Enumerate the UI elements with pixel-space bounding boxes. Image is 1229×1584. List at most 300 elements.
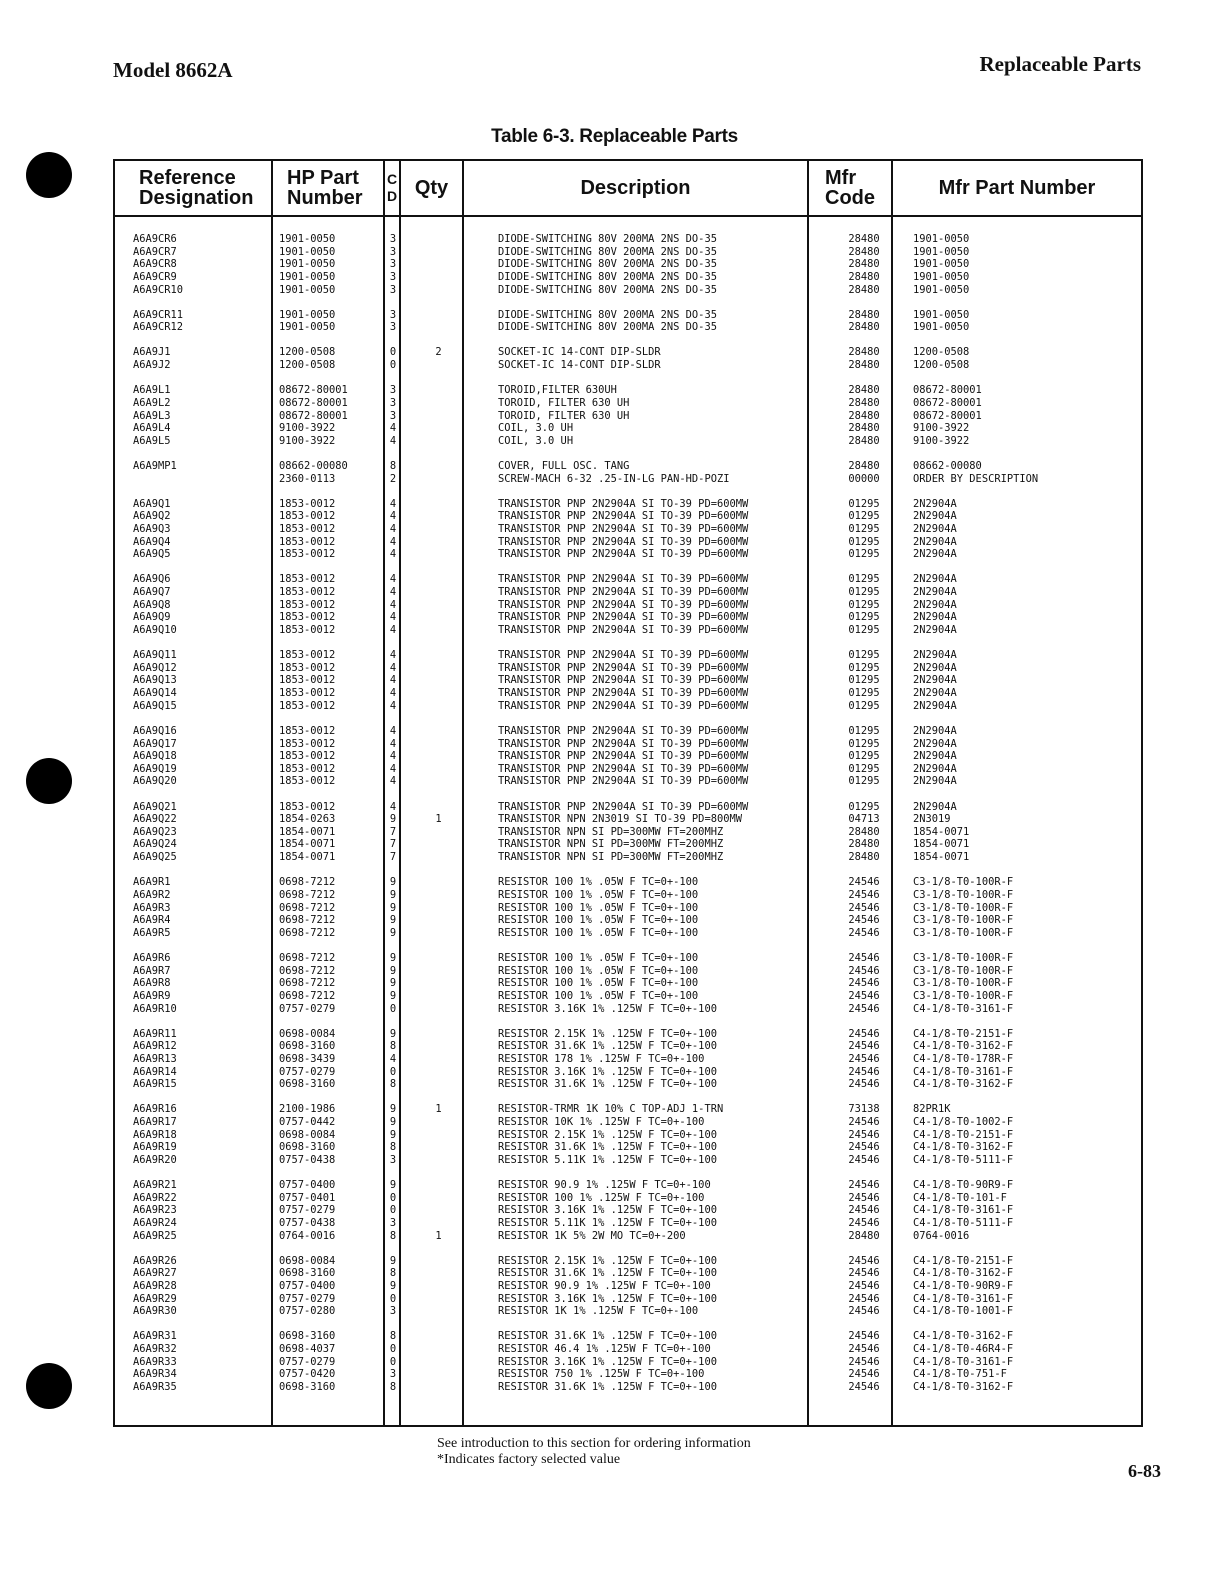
mfr-part-number: C4-1/8-T0-3162-F (913, 1078, 1014, 1091)
reference-designation: A6A9R2 (133, 888, 171, 901)
table-title: Table 6-3. Replaceable Parts (491, 126, 738, 147)
mfr-code: 01295 (848, 548, 880, 561)
mfr-code: 24546 (848, 1052, 880, 1065)
hp-part-number: 0698-7212 (279, 964, 336, 977)
mfr-code: 24546 (848, 1040, 880, 1053)
qty (399, 1305, 478, 1318)
qty (399, 1217, 478, 1230)
hp-part-number: 1854-0071 (279, 838, 336, 851)
page-number: 6-83 (1128, 1461, 1161, 1481)
table-row (115, 410, 1141, 423)
mfr-code: 24546 (848, 1065, 880, 1078)
qty (399, 284, 478, 297)
mfr-code: 24546 (848, 1292, 880, 1305)
col-header-mfr-part-number-label: Mfr Part Number (938, 177, 1096, 199)
cd: 0 (389, 1065, 397, 1078)
description: RESISTOR 100 1% .05W F TC=0+-100 (498, 876, 699, 889)
reference-designation: A6A9Q15 (133, 699, 177, 712)
description: RESISTOR 31.6K 1% .125W F TC=0+-100 (498, 1040, 717, 1053)
description: TRANSISTOR PNP 2N2904A SI TO-39 PD=600MW (498, 762, 749, 775)
qty (399, 1192, 478, 1205)
description: TRANSISTOR NPN 2N3019 SI TO-39 PD=800MW (498, 813, 742, 826)
description: TRANSISTOR PNP 2N2904A SI TO-39 PD=600MW (498, 724, 749, 737)
qty (399, 927, 478, 940)
qty (399, 1053, 478, 1066)
reference-designation: A6A9Q20 (133, 775, 177, 788)
description: TOROID,FILTER 630UH (498, 384, 617, 397)
description: TRANSISTOR PNP 2N2904A SI TO-39 PD=600MW (498, 535, 749, 548)
qty (399, 775, 478, 788)
reference-designation: A6A9R32 (133, 1343, 177, 1356)
table-row (115, 738, 1141, 751)
hp-part-number: 1853-0012 (279, 775, 336, 788)
mfr-code: 24546 (848, 1330, 880, 1343)
section-header: Replaceable Parts (979, 52, 1141, 76)
cd: 3 (389, 283, 397, 296)
reference-designation: A6A9CR8 (133, 258, 177, 271)
cd: 4 (389, 624, 397, 637)
hp-part-number: 1853-0012 (279, 510, 336, 523)
parts-group (115, 346, 1141, 371)
mfr-code: 24546 (848, 1002, 880, 1015)
mfr-part-number: C4-1/8-T0-2151-F (913, 1027, 1014, 1040)
cd: 9 (389, 1116, 397, 1129)
cd: 3 (389, 233, 397, 245)
col-header-hp-part (273, 161, 383, 217)
parts-group (115, 309, 1141, 334)
col-header-hp-part-line1: HP Part (287, 167, 359, 189)
hp-part-number: 1901-0050 (279, 321, 336, 334)
description: RESISTOR 100 1% .05W F TC=0+-100 (498, 914, 699, 927)
description: RESISTOR 90.9 1% .125W F TC=0+-100 (498, 1179, 711, 1192)
description: RESISTOR 100 1% .05W F TC=0+-100 (498, 888, 699, 901)
mfr-code: 24546 (848, 977, 880, 990)
description: RESISTOR 31.6K 1% .125W F TC=0+-100 (498, 1381, 717, 1394)
description: RESISTOR 31.6K 1% .125W F TC=0+-100 (498, 1078, 717, 1091)
description: RESISTOR 2.15K 1% .125W F TC=0+-100 (498, 1027, 717, 1040)
mfr-part-number: C4-1/8-T0-90R9-F (913, 1179, 1014, 1192)
reference-designation: A6A9R35 (133, 1381, 177, 1394)
hp-part-number: 0757-0279 (279, 1065, 336, 1078)
reference-designation: A6A9Q8 (133, 598, 171, 611)
qty (399, 952, 478, 965)
mfr-code: 24546 (848, 1027, 880, 1040)
qty (399, 851, 478, 864)
description: DIODE-SWITCHING 80V 200MA 2NS DO-35 (498, 321, 717, 334)
hp-part-number: 08672-80001 (279, 384, 348, 397)
col-header-reference (115, 161, 273, 217)
cd: 9 (389, 888, 397, 901)
parts-group (115, 1255, 1141, 1318)
reference-designation: A6A9Q17 (133, 737, 177, 750)
description: RESISTOR 3.16K 1% .125W F TC=0+-100 (498, 1065, 717, 1078)
col-header-cd (385, 161, 399, 217)
reference-designation: A6A9Q18 (133, 750, 177, 763)
table-row (115, 763, 1141, 776)
description: DIODE-SWITCHING 80V 200MA 2NS DO-35 (498, 308, 717, 321)
mfr-code: 24546 (848, 1305, 880, 1318)
qty (399, 990, 478, 1003)
table-row (115, 1066, 1141, 1079)
cd: 9 (389, 1280, 397, 1293)
mfr-part-number: 9100-3922 (913, 434, 970, 447)
qty (399, 1267, 478, 1280)
qty (399, 1066, 478, 1079)
qty (399, 700, 478, 713)
mfr-part-number: 2N2904A (913, 800, 957, 813)
mfr-code: 28480 (848, 321, 880, 334)
reference-designation: A6A9Q6 (133, 573, 171, 586)
hp-part-number: 1853-0012 (279, 586, 336, 599)
reference-designation: A6A9Q24 (133, 838, 177, 851)
qty (399, 902, 478, 915)
hp-part-number: 1853-0012 (279, 699, 336, 712)
cd: 9 (389, 914, 397, 927)
cd: 4 (389, 737, 397, 750)
reference-designation: A6A9Q14 (133, 687, 177, 700)
hp-part-number: 0698-7212 (279, 876, 336, 889)
mfr-part-number: 2N2904A (913, 523, 957, 536)
qty (399, 611, 478, 624)
hp-part-number: 0698-3439 (279, 1052, 336, 1065)
mfr-part-number: C3-1/8-T0-100R-F (913, 901, 1014, 914)
cd: 4 (389, 687, 397, 700)
cd: 9 (389, 901, 397, 914)
table-row (115, 927, 1141, 940)
table-row (115, 687, 1141, 700)
hp-part-number: 0698-4037 (279, 1343, 336, 1356)
qty (399, 965, 478, 978)
table-row (115, 914, 1141, 927)
hp-part-number: 0757-0442 (279, 1116, 336, 1129)
description: RESISTOR 46.4 1% .125W F TC=0+-100 (498, 1343, 711, 1356)
mfr-code: 24546 (848, 1381, 880, 1394)
mfr-code: 24546 (848, 914, 880, 927)
mfr-code: 24546 (848, 1179, 880, 1192)
reference-designation: A6A9R22 (133, 1191, 177, 1204)
description: TRANSISTOR PNP 2N2904A SI TO-39 PD=600MW (498, 661, 749, 674)
reference-designation: A6A9L3 (133, 409, 171, 422)
hp-part-number: 9100-3922 (279, 434, 336, 447)
model-header: Model 8662A (113, 58, 233, 82)
cd: 3 (389, 1217, 397, 1229)
qty (399, 1330, 478, 1343)
table-row (115, 599, 1141, 612)
mfr-code: 01295 (848, 775, 880, 788)
hp-part-number: 1901-0050 (279, 270, 336, 283)
mfr-part-number: C4-1/8-T0-101-F (913, 1191, 1007, 1204)
table-row (115, 460, 1141, 473)
hp-part-number: 0698-7212 (279, 951, 336, 964)
cd: 8 (389, 1141, 397, 1154)
cd: 4 (389, 510, 397, 523)
qty (399, 435, 478, 448)
mfr-code: 28480 (848, 258, 880, 271)
cd: 8 (389, 1040, 397, 1053)
cd: 3 (389, 258, 397, 271)
cd: 9 (389, 951, 397, 964)
description: DIODE-SWITCHING 80V 200MA 2NS DO-35 (498, 233, 717, 245)
qty (399, 1356, 478, 1369)
qty (399, 586, 478, 599)
mfr-part-number: C4-1/8-T0-3161-F (913, 1204, 1014, 1217)
hp-part-number: 0757-0438 (279, 1153, 336, 1166)
description: RESISTOR 3.16K 1% .125W F TC=0+-100 (498, 1204, 717, 1217)
mfr-code: 01295 (848, 598, 880, 611)
mfr-part-number: 2N2904A (913, 497, 957, 510)
hp-part-number: 1901-0050 (279, 258, 336, 271)
cd: 3 (389, 1153, 397, 1166)
description: RESISTOR 31.6K 1% .125W F TC=0+-100 (498, 1267, 717, 1280)
hp-part-number: 08662-00080 (279, 459, 348, 472)
hp-part-number: 08672-80001 (279, 396, 348, 409)
hp-part-number: 0698-3160 (279, 1381, 336, 1394)
parts-group (115, 725, 1141, 788)
mfr-part-number: C4-1/8-T0-2151-F (913, 1254, 1014, 1267)
description: RESISTOR 31.6K 1% .125W F TC=0+-100 (498, 1141, 717, 1154)
col-header-description (464, 161, 807, 217)
table-row (115, 321, 1141, 334)
reference-designation: A6A9CR7 (133, 245, 177, 258)
table-row (115, 1381, 1141, 1394)
mfr-part-number: 2N2904A (913, 586, 957, 599)
cd: 4 (389, 422, 397, 435)
description: TRANSISTOR PNP 2N2904A SI TO-39 PD=600MW (498, 611, 749, 624)
mfr-part-number: 2N2904A (913, 535, 957, 548)
reference-designation: A6A9J1 (133, 346, 171, 359)
mfr-part-number: 2N2904A (913, 548, 957, 561)
table-row (115, 1343, 1141, 1356)
hp-part-number: 0698-7212 (279, 901, 336, 914)
qty (399, 1280, 478, 1293)
qty (399, 662, 478, 675)
cd: 7 (389, 838, 397, 851)
mfr-code: 01295 (848, 535, 880, 548)
mfr-part-number: C3-1/8-T0-100R-F (913, 989, 1014, 1002)
description: RESISTOR 5.11K 1% .125W F TC=0+-100 (498, 1153, 717, 1166)
hp-part-number: 1853-0012 (279, 649, 336, 662)
description: RESISTOR 1K 1% .125W F TC=0+-100 (498, 1305, 699, 1318)
hp-part-number: 0757-0279 (279, 1292, 336, 1305)
hp-part-number: 1853-0012 (279, 573, 336, 586)
table-row (115, 1116, 1141, 1129)
reference-designation: A6A9CR11 (133, 308, 184, 321)
reference-designation: A6A9L4 (133, 422, 171, 435)
cd: 9 (389, 813, 397, 826)
mfr-part-number: 1200-0508 (913, 359, 970, 372)
qty (399, 1116, 478, 1129)
mfr-code: 01295 (848, 737, 880, 750)
reference-designation: A6A9R28 (133, 1280, 177, 1293)
table-row (115, 1293, 1141, 1306)
table-row (115, 359, 1141, 372)
mfr-part-number: 1901-0050 (913, 258, 970, 271)
hp-part-number: 1901-0050 (279, 245, 336, 258)
mfr-part-number: 2N2904A (913, 661, 957, 674)
qty (399, 1204, 478, 1217)
reference-designation: A6A9R23 (133, 1204, 177, 1217)
qty (399, 573, 478, 586)
description: RESISTOR 100 1% .05W F TC=0+-100 (498, 977, 699, 990)
mfr-code: 24546 (848, 1343, 880, 1356)
mfr-code: 01295 (848, 750, 880, 763)
mfr-code: 04713 (848, 813, 880, 826)
table-row (115, 1179, 1141, 1192)
hp-part-number: 0757-0438 (279, 1217, 336, 1229)
cd: 4 (389, 434, 397, 447)
table-row (115, 271, 1141, 284)
description: RESISTOR 3.16K 1% .125W F TC=0+-100 (498, 1355, 717, 1368)
reference-designation: A6A9R3 (133, 901, 171, 914)
description: TRANSISTOR PNP 2N2904A SI TO-39 PD=600MW (498, 775, 749, 788)
qty (399, 1129, 478, 1142)
mfr-code: 24546 (848, 1355, 880, 1368)
reference-designation: A6A9CR12 (133, 321, 184, 334)
mfr-code: 24546 (848, 1280, 880, 1293)
reference-designation: A6A9CR10 (133, 283, 184, 296)
qty (399, 523, 478, 536)
hp-part-number: 9100-3922 (279, 422, 336, 435)
reference-designation: A6A9Q5 (133, 548, 171, 561)
mfr-code: 01295 (848, 699, 880, 712)
mfr-part-number: C4-1/8-T0-3162-F (913, 1267, 1014, 1280)
qty (399, 1003, 478, 1016)
reference-designation (115, 473, 273, 486)
qty (399, 1368, 478, 1381)
cd: 7 (389, 825, 397, 838)
mfr-part-number: 08672-80001 (913, 396, 982, 409)
mfr-part-number: 2N2904A (913, 611, 957, 624)
description: SCREW-MACH 6-32 .25-IN-LG PAN-HD-POZI (498, 472, 730, 485)
reference-designation: A6A9Q7 (133, 586, 171, 599)
col-header-mfr-code-line2: Code (825, 187, 875, 209)
description: TRANSISTOR PNP 2N2904A SI TO-39 PD=600MW (498, 573, 749, 586)
description: RESISTOR 3.16K 1% .125W F TC=0+-100 (498, 1002, 717, 1015)
mfr-code: 28480 (848, 283, 880, 296)
cd: 9 (389, 1179, 397, 1192)
table-row (115, 397, 1141, 410)
mfr-part-number: 1901-0050 (913, 245, 970, 258)
table-row (115, 510, 1141, 523)
description: TRANSISTOR PNP 2N2904A SI TO-39 PD=600MW (498, 523, 749, 536)
cd: 4 (389, 674, 397, 687)
mfr-part-number: 1901-0050 (913, 233, 970, 245)
description: RESISTOR 3.16K 1% .125W F TC=0+-100 (498, 1292, 717, 1305)
mfr-part-number: 2N2904A (913, 687, 957, 700)
qty (399, 624, 478, 637)
table-row (115, 548, 1141, 561)
reference-designation: A6A9J2 (133, 359, 171, 372)
mfr-part-number: 2N2904A (913, 649, 957, 662)
hp-part-number: 1200-0508 (279, 346, 336, 359)
col-header-qty (401, 161, 462, 217)
mfr-part-number: 08672-80001 (913, 409, 982, 422)
mfr-part-number: C3-1/8-T0-100R-F (913, 926, 1014, 939)
table-row (115, 523, 1141, 536)
mfr-part-number: C4-1/8-T0-178R-F (913, 1052, 1014, 1065)
qty (399, 1381, 478, 1394)
cd: 0 (389, 1292, 397, 1305)
hp-part-number: 1853-0012 (279, 737, 336, 750)
mfr-code: 24546 (848, 1191, 880, 1204)
description: RESISTOR 10K 1% .125W F TC=0+-100 (498, 1116, 705, 1129)
qty (399, 750, 478, 763)
table-row (115, 876, 1141, 889)
mfr-code: 24546 (848, 964, 880, 977)
table-row (115, 826, 1141, 839)
qty (399, 1141, 478, 1154)
table-row (115, 309, 1141, 322)
cd: 0 (389, 1343, 397, 1356)
qty (399, 246, 478, 259)
table-row (115, 1078, 1141, 1091)
mfr-code: 24546 (848, 876, 880, 889)
hp-part-number: 0757-0420 (279, 1368, 336, 1381)
mfr-part-number: C4-1/8-T0-3162-F (913, 1381, 1014, 1394)
mfr-part-number: 08662-00080 (913, 459, 982, 472)
hp-part-number: 0757-0279 (279, 1204, 336, 1217)
mfr-code: 28480 (848, 422, 880, 435)
description: TRANSISTOR PNP 2N2904A SI TO-39 PD=600MW (498, 598, 749, 611)
parts-group (115, 876, 1141, 939)
table-row (115, 1103, 1141, 1116)
mfr-code: 24546 (848, 1254, 880, 1267)
hp-part-number: 0698-0084 (279, 1128, 336, 1141)
cd: 3 (389, 308, 397, 321)
mfr-part-number: 0764-0016 (913, 1229, 970, 1242)
description: TRANSISTOR PNP 2N2904A SI TO-39 PD=600MW (498, 737, 749, 750)
qty (399, 738, 478, 751)
cd: 9 (389, 964, 397, 977)
qty (399, 422, 478, 435)
cd: 9 (389, 1103, 397, 1116)
description: TRANSISTOR PNP 2N2904A SI TO-39 PD=600MW (498, 649, 749, 662)
reference-designation: A6A9R9 (133, 989, 171, 1002)
qty (399, 977, 478, 990)
reference-designation: A6A9Q9 (133, 611, 171, 624)
cd: 4 (389, 724, 397, 737)
cd: 3 (389, 270, 397, 283)
table-row (115, 775, 1141, 788)
reference-designation: A6A9R20 (133, 1153, 177, 1166)
mfr-code: 24546 (848, 1267, 880, 1280)
mfr-part-number: C4-1/8-T0-5111-F (913, 1153, 1014, 1166)
cd: 9 (389, 926, 397, 939)
qty (399, 548, 478, 561)
reference-designation: A6A9R5 (133, 926, 171, 939)
reference-designation: A6A9R18 (133, 1128, 177, 1141)
parts-group (115, 1028, 1141, 1091)
mfr-part-number: 1200-0508 (913, 346, 970, 359)
mfr-code: 24546 (848, 1217, 880, 1229)
qty (399, 536, 478, 549)
cd: 8 (389, 1229, 397, 1242)
cd: 4 (389, 548, 397, 561)
parts-group (115, 1103, 1141, 1166)
cd: 3 (389, 396, 397, 409)
description: SOCKET-IC 14-CONT DIP-SLDR (498, 346, 661, 359)
qty (399, 258, 478, 271)
cd: 8 (389, 1078, 397, 1091)
mfr-code: 24546 (848, 951, 880, 964)
mfr-part-number: 1854-0071 (913, 838, 970, 851)
hp-part-number: 1853-0012 (279, 800, 336, 813)
mfr-code: 01295 (848, 800, 880, 813)
table-row (115, 1141, 1141, 1154)
cd: 3 (389, 409, 397, 422)
parts-group (115, 573, 1141, 636)
parts-group (115, 460, 1141, 485)
